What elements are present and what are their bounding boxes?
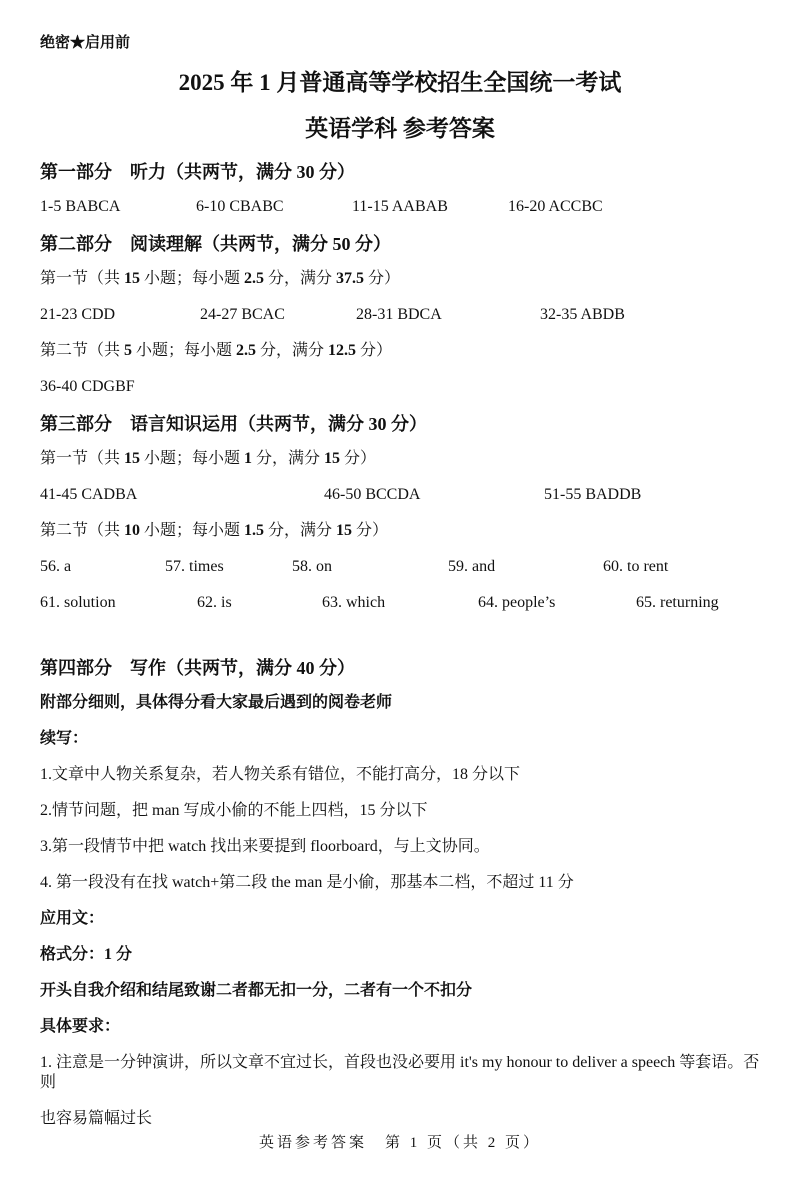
label-number: 37.5 (336, 270, 365, 287)
answer-group: 21-23 CDD (40, 306, 116, 323)
label-text: 第二节（共 (40, 342, 125, 359)
label-number: 15 (336, 522, 353, 539)
answer-group: 16-20 ACCBC (508, 198, 603, 215)
reading-section1-answers-row (40, 305, 760, 325)
reading-section2-answers-row: 36-40 CDGBF (40, 378, 135, 395)
answer-group: 11-15 AABAB (352, 198, 448, 215)
part3-section1-label (40, 449, 760, 469)
answer-item: 56. a (40, 558, 72, 575)
label-text: 小题；每小题 (140, 522, 245, 539)
label-number: 15 (124, 450, 141, 467)
label-number: 15 (324, 450, 341, 467)
label-number: 1 (244, 450, 253, 467)
label-text: 分） (364, 270, 401, 287)
label-text: 小题；每小题 (132, 342, 237, 359)
part3-title: 第三部分 语言知识运用（共两节，满分 30 分） (40, 414, 427, 434)
answer-group: 6-10 CBABC (196, 198, 284, 215)
part3-section2-label (40, 521, 760, 541)
requirement-line: 也容易篇幅过长 (40, 1110, 153, 1127)
requirements-label: 具体要求： (40, 1018, 121, 1035)
label-number: 5 (124, 342, 133, 359)
continuation-rule: 4. 第一段没有在找 watch+第二段 the man 是小偷，那基本二档，不超过 11 分 (40, 874, 574, 891)
part2-section2-label (40, 341, 760, 361)
label-text: 分） (340, 450, 377, 467)
answer-group: 41-45 CADBA (40, 486, 138, 503)
label-text: 分，满分 (264, 522, 337, 539)
grammar-fill-answers-row-2 (40, 593, 760, 613)
answer-item: 59. and (448, 558, 496, 575)
cloze-answers-row (40, 485, 760, 505)
answer-group: 51-55 BADDB (544, 486, 642, 503)
format-note: 开头自我介绍和结尾致谢二者都无扣一分，二者有一个不扣分 (40, 982, 473, 999)
answer-group: 24-27 BCAC (200, 306, 285, 323)
page-title: 2025 年 1 月普通高等学校招生全国统一考试 (178, 70, 622, 95)
answer-item: 62. is (197, 594, 232, 611)
continuation-rule: 1.文章中人物关系复杂，若人物关系有错位，不能打高分，18 分以下 (40, 766, 521, 783)
part1-title: 第一部分 听力（共两节，满分 30 分） (40, 162, 355, 182)
label-number: 1.5 (244, 522, 265, 539)
answer-item: 60. to rent (603, 558, 669, 575)
format-score: 格式分：1 分 (40, 946, 133, 963)
answer-item: 57. times (165, 558, 224, 575)
part2-title: 第二部分 阅读理解（共两节，满分 50 分） (40, 234, 391, 254)
label-text: 分） (352, 522, 389, 539)
answer-item: 58. on (292, 558, 332, 575)
label-number: 12.5 (328, 342, 357, 359)
requirement-line: 1. 注意是一分钟演讲，所以文章不宜过长，首段也没必要用 it's my honour to deliver a speech 等套语。否则 (40, 1054, 760, 1091)
label-number: 15 (124, 270, 141, 287)
label-text: 分，满分 (264, 270, 337, 287)
answer-item: 61. solution (40, 594, 116, 611)
label-number: 2.5 (244, 270, 265, 287)
listening-answers-row (40, 197, 760, 217)
continuation-rule: 2.情节问题，把 man 写成小偷的不能上四档，15 分以下 (40, 802, 428, 819)
label-number: 2.5 (236, 342, 257, 359)
label-text: 分，满分 (252, 450, 325, 467)
label-text: 第一节（共 (40, 270, 125, 287)
label-text: 小题；每小题 (140, 450, 245, 467)
answer-group: 28-31 BDCA (356, 306, 442, 323)
label-text: 第一节（共 (40, 450, 125, 467)
grammar-fill-answers-row-1 (40, 557, 760, 577)
continuation-rule: 3.第一段情节中把 watch 找出来要提到 floorboard，与上文协同。 (40, 838, 490, 855)
practical-writing-label: 应用文： (40, 910, 105, 927)
security-classification: 绝密★启用前 (40, 35, 131, 51)
page-footer: 英语参考答案 第 1 页（共 2 页） (258, 1135, 541, 1151)
page-subtitle: 英语学科 参考答案 (305, 116, 495, 141)
label-number: 10 (124, 522, 141, 539)
answer-group: 1-5 BABCA (40, 198, 121, 215)
answer-group: 32-35 ABDB (540, 306, 625, 323)
answer-group: 46-50 BCCDA (324, 486, 421, 503)
part4-title: 第四部分 写作（共两节，满分 40 分） (40, 658, 355, 678)
answer-item: 65. returning (636, 594, 719, 611)
continuation-label: 续写： (40, 730, 89, 747)
answer-item: 64. people’s (478, 594, 556, 611)
grading-note: 附部分细则，具体得分看大家最后遇到的阅卷老师 (40, 694, 393, 711)
label-text: 分） (356, 342, 393, 359)
answer-item: 63. which (322, 594, 386, 611)
label-text: 分，满分 (256, 342, 329, 359)
part2-section1-label (40, 269, 760, 289)
label-text: 小题；每小题 (140, 270, 245, 287)
label-text: 第二节（共 (40, 522, 125, 539)
